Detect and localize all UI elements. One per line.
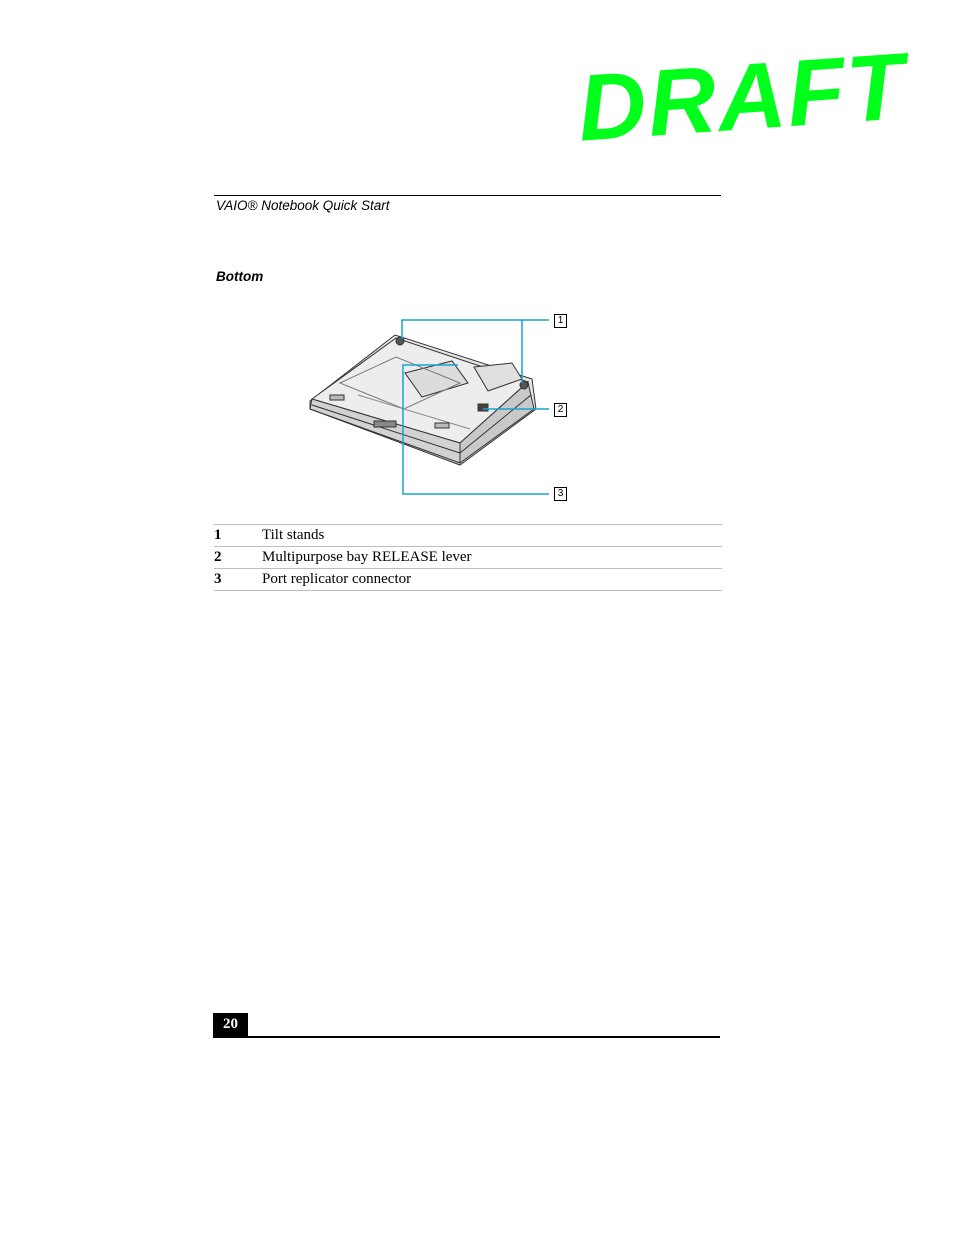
legend-label: Multipurpose bay RELEASE lever bbox=[262, 547, 722, 569]
legend-number: 1 bbox=[214, 525, 262, 547]
legend-row bbox=[214, 547, 722, 569]
page-number: 20 bbox=[213, 1013, 248, 1036]
footer-rule bbox=[213, 1036, 720, 1038]
legend-table bbox=[214, 524, 722, 591]
legend-label: Port replicator connector bbox=[262, 569, 722, 591]
header-rule bbox=[214, 195, 721, 196]
callout-2: 2 bbox=[554, 403, 567, 417]
legend-number: 2 bbox=[214, 547, 262, 569]
legend-row bbox=[214, 569, 722, 591]
laptop-bottom-illustration bbox=[300, 305, 580, 510]
callout-1: 1 bbox=[554, 314, 567, 328]
laptop-bottom-figure bbox=[300, 305, 580, 510]
section-title: Bottom bbox=[216, 269, 264, 284]
callout-3: 3 bbox=[554, 487, 567, 501]
legend-row bbox=[214, 525, 722, 547]
running-head: VAIO® Notebook Quick Start bbox=[216, 198, 390, 213]
draft-watermark: DRAFT bbox=[574, 33, 910, 161]
laptop-drawing bbox=[310, 335, 536, 465]
legend-number: 3 bbox=[214, 569, 262, 591]
legend-label: Tilt stands bbox=[262, 525, 722, 547]
